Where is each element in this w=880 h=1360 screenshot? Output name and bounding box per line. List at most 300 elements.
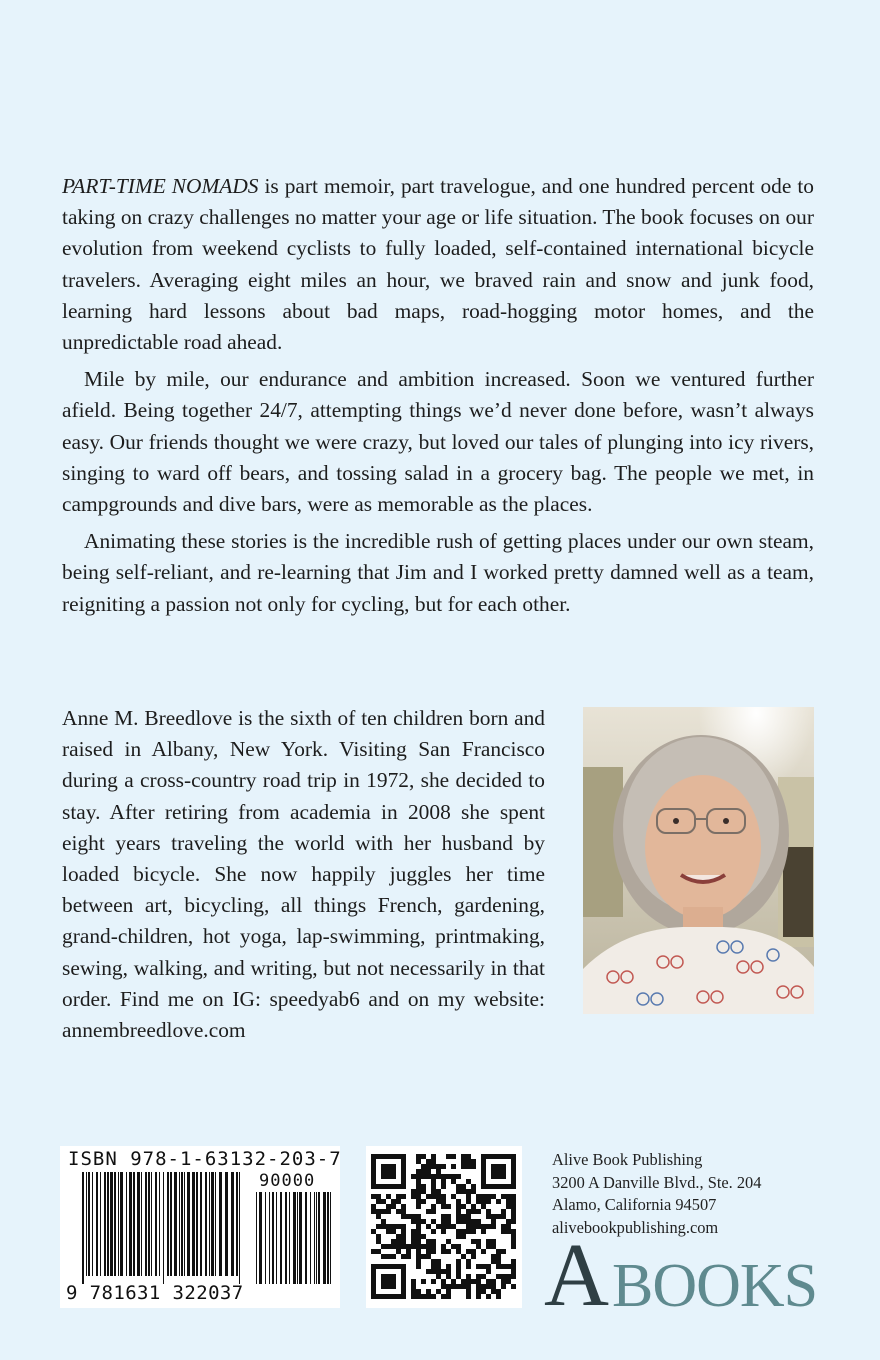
- qr-module: [431, 1279, 436, 1284]
- barcode-bar: [129, 1172, 132, 1276]
- qr-module: [496, 1249, 501, 1254]
- barcode-bar: [184, 1172, 185, 1276]
- qr-module: [446, 1224, 451, 1229]
- barcode-addon-bar: [310, 1192, 311, 1284]
- qr-module: [451, 1224, 456, 1229]
- qr-module: [431, 1204, 436, 1209]
- qr-module: [406, 1254, 411, 1259]
- qr-module: [441, 1284, 446, 1289]
- qr-module: [441, 1279, 446, 1284]
- qr-module: [441, 1199, 446, 1204]
- qr-module: [396, 1244, 401, 1249]
- back-cover-blurb: [62, 171, 814, 626]
- qr-module: [416, 1204, 421, 1209]
- qr-module: [421, 1184, 426, 1189]
- barcode-addon-bar: [327, 1192, 329, 1284]
- qr-module: [446, 1204, 451, 1209]
- qr-module: [436, 1174, 441, 1179]
- qr-module: [426, 1164, 431, 1169]
- qr-module: [456, 1219, 461, 1224]
- qr-module: [501, 1224, 506, 1229]
- qr-module: [466, 1249, 471, 1254]
- author-photo: [583, 707, 814, 1014]
- qr-module: [451, 1164, 456, 1169]
- qr-module: [456, 1259, 461, 1264]
- qr-module: [436, 1164, 441, 1169]
- qr-module: [476, 1194, 481, 1199]
- qr-module: [431, 1294, 436, 1299]
- qr-module: [486, 1199, 491, 1204]
- qr-module: [461, 1214, 466, 1219]
- qr-module: [376, 1214, 381, 1219]
- qr-module: [506, 1229, 511, 1234]
- qr-module: [456, 1184, 461, 1189]
- barcode-bar: [88, 1172, 90, 1276]
- qr-module: [481, 1204, 486, 1209]
- qr-module: [416, 1169, 421, 1174]
- isbn-number: ISBN 978-1-63132-203-7: [68, 1148, 342, 1170]
- qr-module: [461, 1234, 466, 1239]
- qr-module: [476, 1209, 481, 1214]
- qr-module: [401, 1224, 406, 1229]
- qr-module: [466, 1164, 471, 1169]
- qr-module: [456, 1199, 461, 1204]
- qr-module: [471, 1204, 476, 1209]
- qr-module: [421, 1219, 426, 1224]
- qr-module: [461, 1184, 466, 1189]
- qr-module: [466, 1209, 471, 1214]
- barcode-bar: [133, 1172, 135, 1276]
- qr-module: [491, 1254, 496, 1259]
- qr-module: [411, 1219, 416, 1224]
- qr-module: [386, 1194, 391, 1199]
- qr-finder-pattern: [491, 1164, 506, 1179]
- qr-module: [426, 1239, 431, 1244]
- qr-module: [371, 1209, 376, 1214]
- qr-module: [401, 1254, 406, 1259]
- qr-module: [391, 1254, 396, 1259]
- qr-module: [506, 1224, 511, 1229]
- author-bio: [62, 703, 545, 1046]
- qr-module: [506, 1194, 511, 1199]
- qr-module: [381, 1219, 386, 1224]
- qr-module: [486, 1284, 491, 1289]
- qr-module: [446, 1214, 451, 1219]
- barcode-bar: [219, 1172, 222, 1276]
- qr-module: [456, 1244, 461, 1249]
- qr-module: [431, 1249, 436, 1254]
- qr-module: [416, 1154, 421, 1159]
- isbn-barcode: [60, 1146, 340, 1308]
- barcode-bar: [92, 1172, 93, 1276]
- qr-module: [461, 1164, 466, 1169]
- qr-module: [471, 1219, 476, 1224]
- qr-finder-pattern: [381, 1164, 396, 1179]
- qr-module: [471, 1159, 476, 1164]
- qr-module: [511, 1259, 516, 1264]
- qr-module: [486, 1264, 491, 1269]
- barcode-addon-bar: [285, 1192, 287, 1284]
- qr-module: [431, 1264, 436, 1269]
- qr-module: [451, 1194, 456, 1199]
- qr-module: [411, 1289, 416, 1294]
- qr-module: [421, 1189, 426, 1194]
- qr-module: [456, 1249, 461, 1254]
- barcode-bar: [200, 1172, 202, 1276]
- qr-module: [396, 1209, 401, 1214]
- qr-module: [401, 1229, 406, 1234]
- qr-module: [391, 1229, 396, 1234]
- qr-module: [466, 1159, 471, 1164]
- qr-module: [466, 1279, 471, 1284]
- qr-module: [431, 1189, 436, 1194]
- qr-module: [381, 1254, 386, 1259]
- qr-module: [416, 1179, 421, 1184]
- qr-module: [456, 1229, 461, 1234]
- qr-module: [416, 1224, 421, 1229]
- book-title: PART-TIME NOMADS: [62, 174, 259, 198]
- qr-module: [411, 1279, 416, 1284]
- qr-module: [471, 1224, 476, 1229]
- qr-module: [496, 1214, 501, 1219]
- blurb-paragraph-3: Animating these stories is the incredible rush of getting places under our own steam, being self-reliant, and re-learning that Jim and I worked pretty damned well as a team, reigniting a passion not only for cycling, but for each other.: [62, 529, 814, 616]
- barcode-bar: [167, 1172, 169, 1276]
- qr-module: [416, 1199, 421, 1204]
- qr-module: [456, 1204, 461, 1209]
- barcode-bar: [141, 1172, 142, 1276]
- qr-module: [441, 1164, 446, 1169]
- qr-module: [491, 1219, 496, 1224]
- qr-module: [381, 1224, 386, 1229]
- qr-module: [441, 1174, 446, 1179]
- qr-module: [511, 1264, 516, 1269]
- qr-module: [411, 1194, 416, 1199]
- qr-module: [496, 1199, 501, 1204]
- qr-module: [486, 1279, 491, 1284]
- qr-module: [501, 1214, 506, 1219]
- qr-module: [466, 1264, 471, 1269]
- qr-module: [511, 1269, 516, 1274]
- qr-module: [476, 1244, 481, 1249]
- qr-module: [461, 1154, 466, 1159]
- qr-module: [441, 1214, 446, 1219]
- qr-module: [506, 1274, 511, 1279]
- qr-module: [511, 1244, 516, 1249]
- qr-module: [471, 1164, 476, 1169]
- qr-module: [471, 1209, 476, 1214]
- qr-module: [411, 1244, 416, 1249]
- qr-module: [461, 1284, 466, 1289]
- qr-module: [376, 1234, 381, 1239]
- qr-module: [486, 1269, 491, 1274]
- qr-module: [411, 1214, 416, 1219]
- qr-module: [471, 1184, 476, 1189]
- qr-module: [481, 1289, 486, 1294]
- qr-module: [506, 1279, 511, 1284]
- barcode-addon-bar: [293, 1192, 296, 1284]
- qr-module: [396, 1249, 401, 1254]
- qr-module: [421, 1174, 426, 1179]
- barcode-bar: [100, 1172, 101, 1276]
- qr-module: [486, 1209, 491, 1214]
- qr-module: [491, 1284, 496, 1289]
- qr-module: [441, 1179, 446, 1184]
- barcode-bar: [181, 1172, 183, 1276]
- qr-module: [511, 1204, 516, 1209]
- qr-module: [436, 1259, 441, 1264]
- qr-module: [486, 1294, 491, 1299]
- qr-module: [371, 1249, 376, 1254]
- qr-module: [496, 1259, 501, 1264]
- qr-module: [496, 1294, 501, 1299]
- barcode-bar: [236, 1172, 238, 1276]
- qr-module: [426, 1249, 431, 1254]
- qr-module: [381, 1244, 386, 1249]
- qr-module: [421, 1244, 426, 1249]
- barcode-bar: [126, 1172, 127, 1276]
- qr-module: [431, 1229, 436, 1234]
- qr-module: [466, 1214, 471, 1219]
- qr-module: [371, 1194, 376, 1199]
- qr-module: [416, 1229, 421, 1234]
- qr-module: [426, 1159, 431, 1164]
- qr-module: [451, 1174, 456, 1179]
- qr-module: [511, 1229, 516, 1234]
- qr-module: [436, 1199, 441, 1204]
- qr-module: [486, 1239, 491, 1244]
- qr-module: [431, 1154, 436, 1159]
- qr-module: [431, 1174, 436, 1179]
- qr-module: [436, 1289, 441, 1294]
- qr-module: [426, 1194, 431, 1199]
- qr-module: [476, 1264, 481, 1269]
- qr-module: [376, 1249, 381, 1254]
- qr-finder-pattern: [381, 1274, 396, 1289]
- barcode-bar: [82, 1172, 84, 1284]
- qr-module: [416, 1189, 421, 1194]
- qr-module: [471, 1254, 476, 1259]
- qr-module: [461, 1204, 466, 1209]
- qr-module: [401, 1239, 406, 1244]
- qr-module: [501, 1209, 506, 1214]
- qr-module: [466, 1229, 471, 1234]
- qr-module: [376, 1239, 381, 1244]
- qr-module: [386, 1244, 391, 1249]
- qr-code-icon: [366, 1146, 522, 1308]
- qr-module: [456, 1269, 461, 1274]
- qr-module: [421, 1279, 426, 1284]
- qr-module: [511, 1234, 516, 1239]
- qr-module: [446, 1219, 451, 1224]
- qr-module: [466, 1219, 471, 1224]
- qr-module: [416, 1214, 421, 1219]
- qr-module: [431, 1164, 436, 1169]
- qr-module: [486, 1194, 491, 1199]
- barcode-addon-bar: [269, 1192, 270, 1284]
- qr-module: [431, 1259, 436, 1264]
- barcode-addon-bar: [323, 1192, 326, 1284]
- blurb-paragraph-1-text: is part memoir, part travelogue, and one hundred percent ode to taking on crazy challenges no matter your age or life situation. The book focuses on our evolution from weekend cyclists to fully loaded, self-contained international bicycle travelers. Averaging eight miles an hour, we braved rain and snow and junk food, learning hard lessons about bad maps, road-hogging motor homes, and the unpredictable road ahead.: [62, 174, 814, 355]
- qr-module: [391, 1199, 396, 1204]
- qr-module: [421, 1169, 426, 1174]
- qr-module: [441, 1224, 446, 1229]
- qr-module: [381, 1199, 386, 1204]
- qr-module: [406, 1244, 411, 1249]
- barcode-bar: [163, 1172, 164, 1284]
- qr-module: [376, 1194, 381, 1199]
- qr-module: [451, 1279, 456, 1284]
- qr-module: [476, 1289, 481, 1294]
- qr-module: [431, 1219, 436, 1224]
- qr-module: [486, 1244, 491, 1249]
- qr-module: [471, 1239, 476, 1244]
- qr-module: [471, 1229, 476, 1234]
- barcode-bar: [96, 1172, 98, 1276]
- barcode-addon-bar: [330, 1192, 331, 1284]
- qr-module: [396, 1224, 401, 1229]
- qr-module: [406, 1249, 411, 1254]
- qr-module: [396, 1199, 401, 1204]
- qr-module: [496, 1274, 501, 1279]
- qr-module: [431, 1239, 436, 1244]
- qr-module: [491, 1279, 496, 1284]
- qr-module: [511, 1209, 516, 1214]
- qr-module: [431, 1269, 436, 1274]
- qr-module: [386, 1224, 391, 1229]
- barcode-bar: [114, 1172, 116, 1276]
- qr-module: [441, 1249, 446, 1254]
- qr-module: [401, 1194, 406, 1199]
- qr-module: [501, 1264, 506, 1269]
- qr-module: [416, 1219, 421, 1224]
- qr-module: [466, 1194, 471, 1199]
- qr-module: [431, 1209, 436, 1214]
- ean-number: 9 781631 322037: [66, 1282, 244, 1304]
- publisher-website: alivebookpublishing.com: [552, 1217, 719, 1237]
- qr-module: [466, 1284, 471, 1289]
- qr-module: [371, 1204, 376, 1209]
- qr-module: [436, 1224, 441, 1229]
- qr-module: [401, 1214, 406, 1219]
- qr-module: [446, 1154, 451, 1159]
- qr-module: [441, 1294, 446, 1299]
- barcode-bar: [86, 1172, 87, 1276]
- qr-module: [481, 1249, 486, 1254]
- qr-module: [471, 1279, 476, 1284]
- qr-module: [451, 1154, 456, 1159]
- barcode-addon-bar: [259, 1192, 262, 1284]
- qr-module: [381, 1209, 386, 1214]
- qr-module: [396, 1239, 401, 1244]
- qr-module: [466, 1274, 471, 1279]
- barcode-addon-bar: [299, 1192, 302, 1284]
- qr-module: [466, 1154, 471, 1159]
- barcode-addon-bar: [280, 1192, 282, 1284]
- qr-module: [411, 1294, 416, 1299]
- qr-module: [456, 1234, 461, 1239]
- qr-module: [416, 1249, 421, 1254]
- qr-module: [401, 1234, 406, 1239]
- barcode-bar: [159, 1172, 160, 1276]
- qr-module: [461, 1229, 466, 1234]
- qr-module: [486, 1224, 491, 1229]
- qr-module: [466, 1189, 471, 1194]
- qr-module: [456, 1264, 461, 1269]
- qr-module: [416, 1289, 421, 1294]
- qr-module: [426, 1244, 431, 1249]
- qr-module: [386, 1209, 391, 1214]
- qr-module: [451, 1284, 456, 1289]
- barcode-bar: [110, 1172, 113, 1276]
- qr-module: [446, 1274, 451, 1279]
- qr-module: [461, 1219, 466, 1224]
- qr-module: [436, 1189, 441, 1194]
- publisher-name: Alive Book Publishing: [552, 1150, 703, 1169]
- qr-module: [411, 1284, 416, 1289]
- qr-module: [501, 1194, 506, 1199]
- qr-module: [481, 1229, 486, 1234]
- qr-module: [441, 1219, 446, 1224]
- barcode-addon-bar: [305, 1192, 307, 1284]
- barcode-bar: [120, 1172, 123, 1276]
- qr-module: [416, 1194, 421, 1199]
- qr-module: [501, 1229, 506, 1234]
- qr-module: [506, 1199, 511, 1204]
- qr-module: [506, 1219, 511, 1224]
- qr-module: [456, 1189, 461, 1194]
- qr-module: [391, 1239, 396, 1244]
- barcode-bar: [179, 1172, 180, 1276]
- qr-module: [436, 1274, 441, 1279]
- qr-module: [416, 1259, 421, 1264]
- logo-letter-a: A: [544, 1226, 609, 1325]
- barcode-bar: [231, 1172, 234, 1276]
- qr-module: [396, 1234, 401, 1239]
- qr-module: [471, 1249, 476, 1254]
- barcode-addon-bar: [256, 1192, 257, 1284]
- qr-module: [416, 1244, 421, 1249]
- qr-module: [461, 1189, 466, 1194]
- qr-module: [446, 1269, 451, 1274]
- barcode-addon-bar: [318, 1192, 320, 1284]
- barcode-bar: [155, 1172, 157, 1276]
- qr-module: [466, 1294, 471, 1299]
- qr-module: [411, 1229, 416, 1234]
- qr-module: [471, 1189, 476, 1194]
- qr-module: [511, 1239, 516, 1244]
- qr-module: [456, 1214, 461, 1219]
- qr-module: [491, 1224, 496, 1229]
- qr-module: [416, 1184, 421, 1189]
- qr-module: [426, 1224, 431, 1229]
- barcode-addon-bar: [314, 1192, 315, 1284]
- barcode-bar: [137, 1172, 140, 1276]
- qr-module: [376, 1209, 381, 1214]
- qr-module: [476, 1284, 481, 1289]
- qr-module: [411, 1239, 416, 1244]
- qr-module: [491, 1214, 496, 1219]
- qr-module: [421, 1164, 426, 1169]
- qr-module: [476, 1294, 481, 1299]
- qr-module: [446, 1239, 451, 1244]
- qr-module: [496, 1254, 501, 1259]
- qr-module: [456, 1174, 461, 1179]
- qr-module: [496, 1264, 501, 1269]
- qr-module: [486, 1214, 491, 1219]
- barcode-bar: [118, 1172, 119, 1276]
- qr-module: [426, 1254, 431, 1259]
- qr-module: [436, 1264, 441, 1269]
